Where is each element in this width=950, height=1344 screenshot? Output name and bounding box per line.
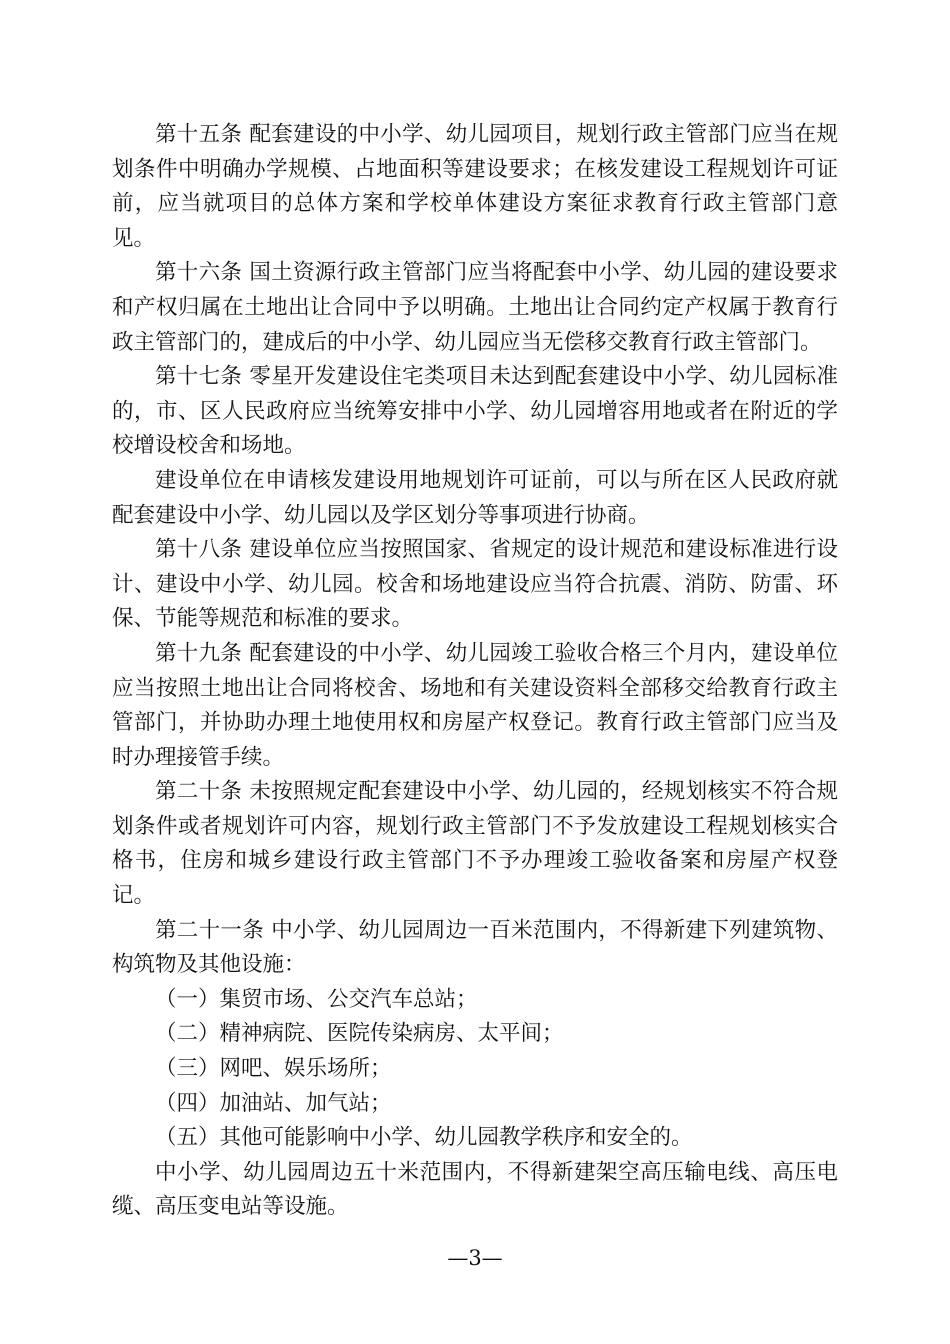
list-item-3: （三）网吧、娱乐场所； [155, 1056, 392, 1082]
article-19: 第十九条 配套建设的中小学、幼儿园竣工验收合格三个月内，建设单位应当按照土地出让合同将校舍、场地和有关建设资料全部移交给教育行政主管部门，并协助办理土地使用权和房屋产权登记。教育行政主管部门应当及时办理接管手续。 [112, 640, 838, 770]
list-item-5: （五）其他可能影响中小学、幼儿园教学秩序和安全的。 [155, 1125, 693, 1151]
article-21: 第二十一条 中小学、幼儿园周边一百米范围内，不得新建下列建筑物、构筑物及其他设施： [112, 917, 838, 978]
article-18: 第十八条 建设单位应当按照国家、省规定的设计规范和建设标准进行设计、建设中小学、幼儿园。校舍和场地建设应当符合抗震、消防、防雷、环保、节能等规范和标准的要求。 [112, 537, 838, 632]
article-17: 第十七条 零星开发建设住宅类项目未达到配套建设中小学、幼儿园标准的，市、区人民政府应当统筹安排中小学、幼儿园增容用地或者在附近的学校增设校舍和场地。 [112, 364, 838, 459]
body-text [112, 118, 838, 1225]
page-number: —3— [447, 1246, 503, 1270]
article-15: 第十五条 配套建设的中小学、幼儿园项目，规划行政主管部门应当在规划条件中明确办学规模、占地面积等建设要求；在核发建设工程规划许可证前，应当就项目的总体方案和学校单体建设方案征求教育行政主管部门意见。 [112, 122, 838, 251]
article-20: 第二十条 未按照规定配套建设中小学、幼儿园的，经规划核实不符合规划条件或者规划许可内容，规划行政主管部门不予发放建设工程规划核实合格书，住房和城乡建设行政主管部门不予办理竣工验收备案和房屋产权登记。 [112, 779, 838, 909]
article-17-paragraph-2: 建设单位在申请核发建设用地规划许可证前，可以与所在区人民政府就配套建设中小学、幼儿园以及学区划分等事项进行协商。 [112, 467, 838, 528]
article-21-paragraph-2: 中小学、幼儿园周边五十米范围内，不得新建架空高压输电线、高压电缆、高压变电站等设施。 [112, 1159, 838, 1220]
list-item-4: （四）加油站、加气站； [155, 1090, 392, 1116]
article-16: 第十六条 国土资源行政主管部门应当将配套中小学、幼儿园的建设要求和产权归属在土地出让合同中予以明确。土地出让合同约定产权属于教育行政主管部门的，建成后的中小学、幼儿园应当无偿移交教育行政主管部门。 [112, 260, 838, 355]
list-item-1: （一）集贸市场、公交汽车总站； [155, 986, 478, 1012]
list-item-2: （二）精神病院、医院传染病房、太平间； [155, 1021, 564, 1047]
